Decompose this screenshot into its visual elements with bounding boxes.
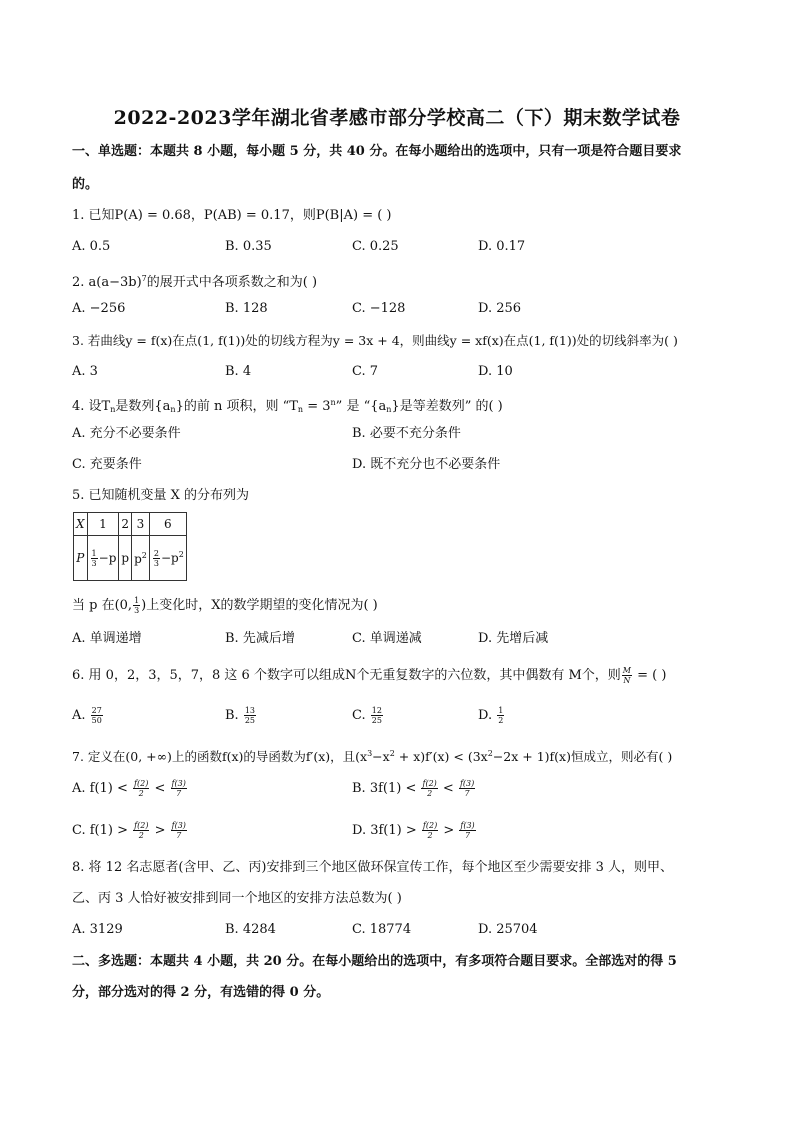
q3-option-c: C. 7: [352, 364, 379, 379]
q4-stem-part: 4. 设T: [72, 399, 111, 414]
section1-heading-line2: 的。: [72, 177, 99, 192]
q3-option-a: A. 3: [72, 364, 98, 379]
q7-exponent: 3: [367, 749, 373, 758]
fraction: [153, 549, 160, 568]
fraction-denominator: 3: [91, 558, 97, 568]
option-operator: <: [438, 781, 458, 796]
fraction: [91, 706, 103, 725]
q8-option-b: B. 4284: [225, 922, 276, 937]
q4-option-b: B. 必要不充分条件: [352, 426, 461, 441]
fraction: [422, 821, 438, 840]
q4-stem: [72, 394, 503, 419]
q5-stem: 5. 已知随机变量 X 的分布列为: [72, 488, 250, 503]
q7-stem-part: −x: [372, 749, 390, 764]
q5-option-c: C. 单调递减: [352, 631, 422, 646]
table-row: [74, 536, 187, 581]
table-cell: [87, 536, 119, 581]
q1-option-d: D. 0.17: [478, 239, 526, 254]
q6-option-c: [352, 706, 384, 725]
q4-subscript: n: [297, 405, 304, 414]
fraction-denominator: 7: [464, 831, 471, 840]
fraction-denominator: 50: [91, 716, 102, 725]
q7-stem-part: 7. 定义在(0, +∞)上的函数f(x)的导函数为f′(x)，且(x: [72, 749, 368, 764]
cell-exponent: 2: [141, 550, 147, 560]
q7-option-a: [72, 779, 188, 798]
option-label: A.: [72, 708, 90, 723]
option-label: B.: [225, 708, 243, 723]
fraction: [371, 706, 383, 725]
q2-option-d: D. 256: [478, 301, 522, 316]
table-cell: 2: [119, 513, 132, 536]
fraction-numerator: 1: [91, 548, 97, 558]
fraction: [622, 666, 632, 685]
q4-stem-part: ” 是 “{a: [335, 399, 387, 414]
fraction-numerator: f(3): [460, 821, 475, 830]
cell-exponent: 2: [178, 549, 184, 559]
q3-stem: 3. 若曲线y = f(x)在点(1, f(1))处的切线方程为y = 3x + 4，则曲线y = xf(x)在点(1, f(1))处的切线斜率为( ): [72, 333, 678, 348]
fraction-numerator: f(2): [134, 821, 149, 830]
option-label: D.: [478, 708, 497, 723]
fraction-denominator: 7: [464, 789, 470, 798]
fraction-denominator: 3: [153, 558, 159, 568]
q6-option-b: [225, 706, 257, 725]
q2-option-a: A. −256: [72, 301, 126, 316]
fraction-denominator: 2: [498, 716, 504, 725]
fraction: [133, 596, 140, 615]
fraction-denominator: 25: [371, 716, 382, 725]
section2-heading-line1: 二、多选题：本题共 4 小题，共 20 分。在每小题给出的选项中，有多项符合题目要求。全部选对的得 5: [72, 954, 677, 969]
q6-stem-part: = ( ): [632, 668, 667, 683]
q8-option-d: D. 25704: [478, 922, 538, 937]
q4-subscript: n: [110, 405, 116, 414]
table-cell: 1: [87, 513, 119, 536]
fraction: [133, 779, 149, 798]
q4-stem-part: }是等差数列” 的( ): [391, 399, 503, 414]
fraction-denominator: 2: [138, 831, 144, 840]
section1-heading-line1: 一、单选题：本题共 8 小题，每小题 5 分，共 40 分。在每小题给出的选项中，只有一项是符合题目要求: [72, 144, 682, 159]
q5-followup-part: )上变化时，X的数学期望的变化情况为( ): [141, 598, 378, 613]
fraction-numerator: f(3): [171, 821, 186, 830]
fraction-denominator: N: [623, 676, 631, 685]
q7-exponent: 2: [487, 749, 493, 758]
section2-heading-line2: 分，部分选对的得 2 分，有选错的得 0 分。: [72, 985, 330, 1000]
fraction: [171, 779, 187, 798]
q4-subscript: n: [386, 405, 392, 414]
q4-subscript: n: [170, 405, 176, 414]
option-operator: >: [150, 823, 170, 838]
q6-option-d: [478, 706, 505, 725]
fraction: [459, 779, 475, 798]
fraction-denominator: 2: [427, 789, 433, 798]
q1-option-b: B. 0.35: [225, 239, 272, 254]
fraction-denominator: 2: [138, 789, 144, 798]
cell-text: p: [134, 551, 142, 566]
q1-option-c: C. 0.25: [352, 239, 399, 254]
q1-option-a: A. 0.5: [72, 239, 111, 254]
fraction-numerator: M: [622, 666, 631, 675]
cell-text: −p: [98, 550, 117, 565]
q5-option-a: A. 单调递增: [72, 631, 142, 646]
fraction-denominator: 25: [244, 716, 256, 725]
table-cell: [132, 536, 150, 581]
q4-option-a: A. 充分不必要条件: [72, 426, 181, 441]
fraction: [133, 821, 149, 840]
fraction-numerator: 27: [91, 706, 102, 715]
fraction-denominator: 2: [427, 831, 433, 840]
q7-option-c: [72, 821, 188, 840]
table-cell: 6: [149, 513, 186, 536]
fraction-numerator: f(2): [422, 779, 437, 788]
table-cell: X: [74, 513, 88, 536]
q2-stem-part: 2. a(a−3b): [72, 275, 142, 290]
q4-option-d: D. 既不充分也不必要条件: [352, 457, 501, 472]
q2-option-b: B. 128: [225, 301, 268, 316]
fraction-denominator: 7: [176, 831, 182, 840]
fraction-numerator: f(2): [134, 779, 149, 788]
q4-option-c: C. 充要条件: [72, 457, 142, 472]
q7-exponent: 2: [389, 749, 395, 758]
q5-option-d: D. 先增后减: [478, 631, 549, 646]
page-title: 2022-2023学年湖北省孝感市部分学校高二（下）期末数学试卷: [113, 107, 681, 129]
q7-option-b: [352, 779, 476, 798]
fraction-numerator: 2: [153, 548, 159, 558]
q4-stem-part: = 3: [303, 399, 331, 414]
q4-exponent: n: [330, 398, 336, 407]
option-label: D. 3f(1) >: [352, 823, 421, 838]
q5-followup: [72, 596, 378, 615]
fraction-denominator: 7: [176, 789, 182, 798]
option-operator: <: [150, 781, 170, 796]
fraction: [459, 821, 475, 840]
q3-option-d: D. 10: [478, 364, 513, 379]
q5-followup-part: 当 p 在(0,: [72, 598, 133, 613]
q8-option-a: A. 3129: [72, 922, 123, 937]
q5-option-b: B. 先减后增: [225, 631, 295, 646]
option-label: C.: [352, 708, 370, 723]
q2-exponent: 7: [141, 274, 147, 283]
cell-text: −p: [160, 550, 179, 565]
fraction-numerator: 1: [498, 706, 504, 715]
fraction: [91, 549, 98, 568]
option-label: A. f(1) <: [72, 781, 133, 796]
fraction-numerator: f(3): [459, 779, 475, 788]
q4-stem-part: 是数列{a: [115, 399, 171, 414]
table-cell: 3: [132, 513, 150, 536]
table-row: [74, 513, 187, 536]
fraction: [497, 706, 504, 725]
fraction: [171, 821, 187, 840]
q7-stem-part: + x)f′(x) < (3x: [394, 749, 488, 764]
q2-option-c: C. −128: [352, 301, 406, 316]
fraction-numerator: f(2): [422, 821, 438, 830]
q2-stem: [72, 270, 317, 292]
fraction-numerator: 1: [134, 596, 140, 605]
option-label: C. f(1) >: [72, 823, 133, 838]
q7-stem: [72, 745, 672, 766]
q8-stem-line1: 8. 将 12 名志愿者(含甲、乙、丙)安排到三个地区做环保宣传工作，每个地区至少需要安排 3 人，则甲、: [72, 860, 674, 875]
q7-stem-part: −2x + 1)f(x)恒成立，则必有( ): [492, 749, 673, 764]
option-label: B. 3f(1) <: [352, 781, 421, 796]
q7-option-d: [352, 821, 477, 840]
table-cell: p: [119, 536, 132, 581]
q2-stem-part: 的展开式中各项系数之和为( ): [146, 275, 318, 290]
q8-option-c: C. 18774: [352, 922, 412, 937]
table-cell: P: [74, 536, 88, 581]
fraction: [244, 706, 256, 725]
option-operator: >: [439, 823, 459, 838]
q1-stem: 1. 已知P(A) = 0.68，P(AB) = 0.17，则P(B|A) = ( ): [72, 208, 392, 223]
fraction-numerator: 12: [371, 706, 382, 715]
q6-option-a: [72, 706, 104, 725]
q6-stem-part: 6. 用 0，2，3，5，7，8 这 6 个数字可以组成N个无重复数字的六位数，其中偶数有 M个，则: [72, 668, 621, 683]
q8-stem-line2: 乙、丙 3 人恰好被安排到同一个地区的安排方法总数为( ): [72, 891, 402, 906]
distribution-table: [73, 512, 187, 581]
fraction-numerator: 13: [244, 706, 256, 715]
q6-stem: [72, 666, 666, 685]
q4-stem-part: }的前 n 项积，则 “T: [175, 399, 298, 414]
q3-option-b: B. 4: [225, 364, 252, 379]
fraction-numerator: f(3): [171, 779, 186, 788]
fraction: [421, 779, 437, 798]
fraction-denominator: 3: [134, 606, 140, 615]
table-cell: [149, 536, 186, 581]
